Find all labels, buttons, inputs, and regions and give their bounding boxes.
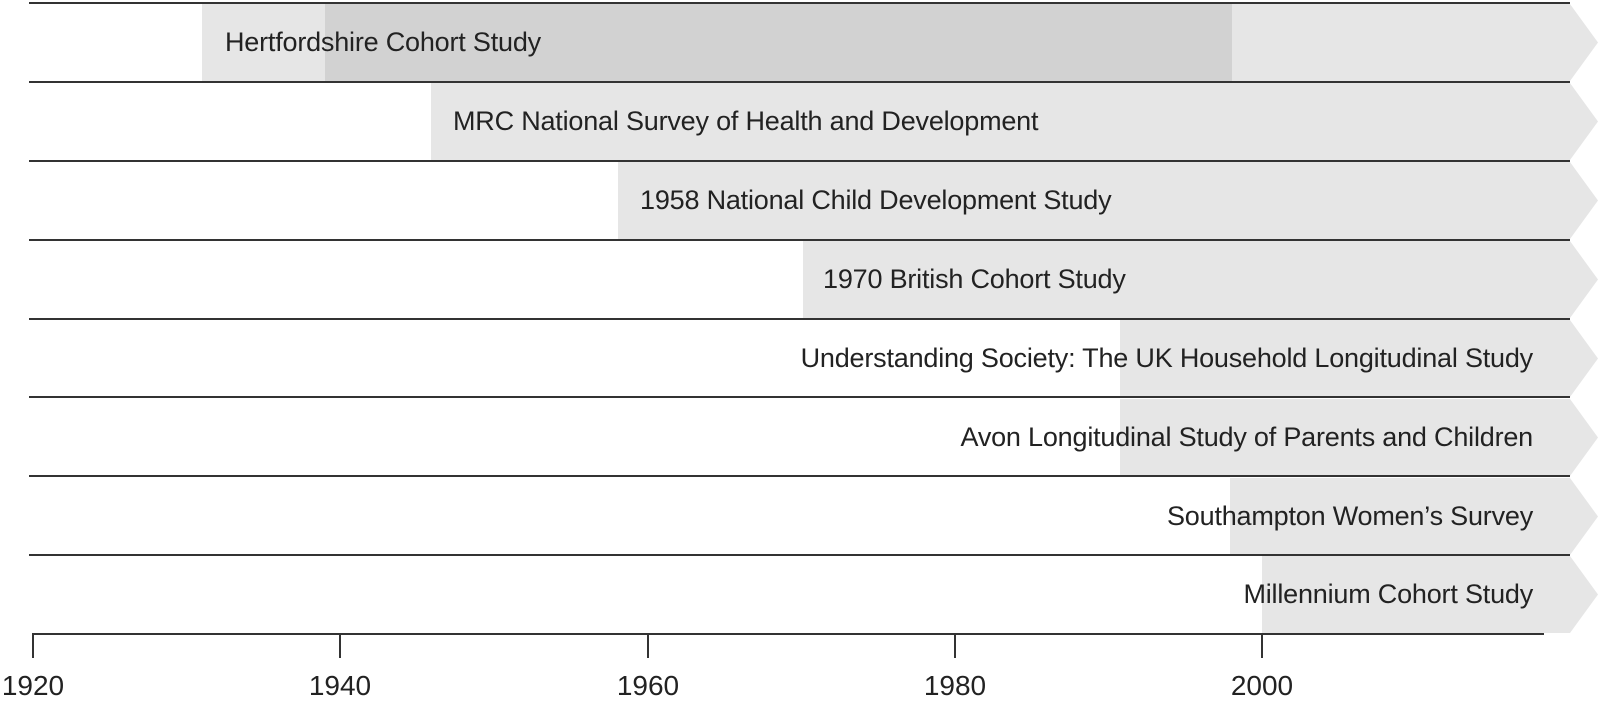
study-label: 1970 British Cohort Study: [823, 264, 1126, 294]
x-axis-tick: [1261, 634, 1263, 658]
arrow-right-icon: [1570, 162, 1598, 239]
study-label: 1958 National Child Development Study: [640, 185, 1112, 215]
row-divider: [29, 318, 1570, 320]
study-label: MRC National Survey of Health and Development: [453, 106, 1039, 136]
x-axis-tick: [954, 634, 956, 658]
arrow-right-icon: [1570, 4, 1598, 81]
timeline-row-millennium: [0, 555, 1600, 634]
timeline-row-understanding-society: [0, 319, 1600, 398]
row-divider: [29, 160, 1570, 162]
timeline-row-mrc-nshd: [0, 82, 1600, 161]
x-axis-tick-label: 1920: [1, 670, 65, 701]
study-label: Southampton Women’s Survey: [1167, 501, 1533, 531]
x-axis-tick-label: 1940: [308, 670, 372, 701]
timeline-row-alspac: [0, 398, 1600, 477]
x-axis-tick-label: 1960: [616, 670, 680, 701]
row-divider: [29, 2, 1570, 4]
row-divider: [29, 81, 1570, 83]
study-label: Avon Longitudinal Study of Parents and Children: [960, 422, 1533, 452]
timeline-row-ncds-1958: [0, 161, 1600, 240]
row-divider: [29, 554, 1570, 556]
study-label: Hertfordshire Cohort Study: [225, 27, 541, 57]
arrow-right-icon: [1570, 478, 1598, 555]
study-label: Millennium Cohort Study: [1243, 579, 1533, 609]
arrow-right-icon: [1570, 320, 1598, 397]
arrow-right-icon: [1570, 399, 1598, 476]
row-divider: [29, 239, 1570, 241]
arrow-right-icon: [1570, 83, 1598, 160]
x-axis-tick: [339, 634, 341, 658]
row-divider: [29, 396, 1570, 398]
x-axis-tick-label: 1980: [923, 670, 987, 701]
timeline-row-bcs-1970: [0, 240, 1600, 319]
timeline-row-southampton: [0, 477, 1600, 556]
x-axis-tick: [647, 634, 649, 658]
x-axis-tick: [32, 634, 34, 658]
x-axis-line: [32, 633, 1544, 635]
row-divider: [29, 475, 1570, 477]
arrow-right-icon: [1570, 241, 1598, 318]
arrow-right-icon: [1570, 556, 1598, 633]
timeline-row-hertfordshire: [0, 3, 1600, 82]
study-label: Understanding Society: The UK Household Longitudinal Study: [800, 343, 1533, 373]
x-axis-tick-label: 2000: [1230, 670, 1294, 701]
